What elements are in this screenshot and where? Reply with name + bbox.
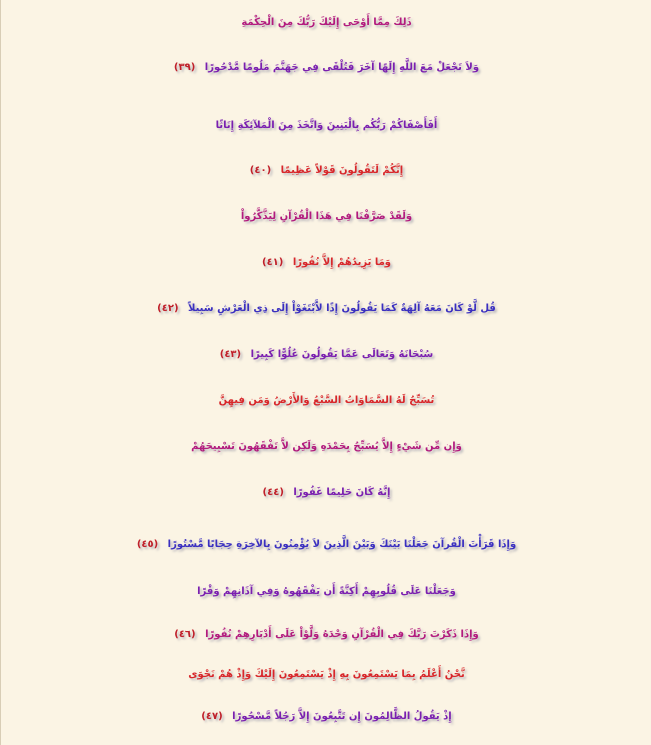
verse-text: وَلَقَدْ صَرَّفْنَا فِي هَذَا الْقُرْآنِ لِيَذَّكَّرُواْ <box>240 211 413 222</box>
verse-text: وَجَعَلْنَا عَلَى قُلُوبِهِمْ أَكِنَّةً أَن يَفْقَهُوهُ وَفِي آذَانِهِمْ وَقْرًا <box>197 586 456 597</box>
verse-text: إِذْ يَقُولُ الظَّالِمُونَ إِن تَتَّبِعُونَ إِلاَّ رَجُلاً مَّسْحُورًا <box>232 711 452 722</box>
verse-line <box>1 577 651 607</box>
verse-line <box>1 660 651 690</box>
verse-text: أَفَأَصْفَاكُمْ رَبُّكُم بِالْبَنِينَ وَاتَّخَذَ مِنَ الْمَلآئِكَةِ إِنَاثًا <box>215 120 438 131</box>
verse-number: (٤٢) <box>157 303 179 314</box>
verse-line <box>1 294 651 324</box>
verse-text: سُبْحَانَهُ وَتَعَالَى عَمَّا يَقُولُونَ عُلُوًّا كَبِيرًا <box>250 349 434 360</box>
verse-line <box>1 432 651 462</box>
verse-number: (٤٦) <box>174 629 196 640</box>
verse-text: وَإِذَا قَرَأْتَ الْقُرآنَ جَعَلْنَا بَيْنَكَ وَبَيْنَ الَّذِينَ لاَ يُؤْمِنُونَ بِالآخِرَةِ حِجَابًا مَّسْتُورًا <box>167 539 517 550</box>
verse-line <box>1 111 651 141</box>
verse-text: وَمَا يَزِيدُهُمْ إِلاَّ نُفُورًا <box>292 257 392 268</box>
verse-text: إِنَّكُمْ لَتَقُولُونَ قَوْلاً عَظِيمًا <box>280 165 404 176</box>
verse-line <box>1 248 651 278</box>
verse-text: تُسَبِّحُ لَهُ السَّمَاوَاتُ السَّبْعُ وَالأَرْضُ وَمَن فِيهِنَّ <box>218 395 435 406</box>
verse-text: وَإِن مِّن شَيْءٍ إِلاَّ يُسَبِّحُ بِحَمْدَهِ وَلَكِن لاَّ تَفْقَهُونَ تَسْبِيحَهُمْ <box>191 441 462 452</box>
verse-text: نَّحْنُ أَعْلَمُ بِمَا يَسْتَمِعُونَ بِهِ إِذْ يَسْتَمِعُونَ إِلَيْكَ وَإِذْ هُمْ نَجْوَى <box>188 669 465 680</box>
verse-line <box>1 620 651 650</box>
verse-number: (٤٠) <box>249 165 272 176</box>
verse-text: إِنَّهُ كَانَ حَلِيمًا غَفُورًا <box>293 487 391 498</box>
verse-line <box>1 8 651 38</box>
verse-line <box>1 340 651 370</box>
verse-line <box>1 386 651 416</box>
verse-text: ذَلِكَ مِمَّا أَوْحَى إِلَيْكَ رَبُّكَ مِنَ الْحِكْمَةِ <box>241 17 412 28</box>
verse-text: قُل لَّوْ كَانَ مَعَهُ آلِهَةٌ كَمَا يَقُولُونَ إِذًا لاَّبْتَغَوْاْ إِلَى ذِي الْعَرْشِ سَبِيلاً <box>188 303 496 314</box>
verse-number: (٤٤) <box>262 487 284 498</box>
verse-number: (٣٩) <box>173 62 196 73</box>
verse-line <box>1 156 651 186</box>
verse-text: وَلاَ تَجْعَلْ مَعَ اللَّهِ إِلَهًا آخَرَ فَتُلْقَى فِي جَهَنَّمَ مَلُومًا مَّدْحُورًا <box>204 62 480 73</box>
verse-line <box>1 530 651 560</box>
verse-number: (٤١) <box>261 257 284 268</box>
verse-line <box>1 702 651 732</box>
verse-list <box>1 0 651 745</box>
verse-line <box>1 53 651 83</box>
verse-number: (٤٧) <box>201 711 223 722</box>
verse-number: (٤٥) <box>136 539 159 550</box>
verse-line <box>1 202 651 232</box>
verse-number: (٤٣) <box>219 349 242 360</box>
verse-line <box>1 478 651 508</box>
verse-text: وَإِذَا ذَكَرْتَ رَبَّكَ فِي الْقُرْآنِ وَحْدَهُ وَلَّوْاْ عَلَى أَدْبَارِهِمْ نُفُورًا <box>205 629 479 640</box>
